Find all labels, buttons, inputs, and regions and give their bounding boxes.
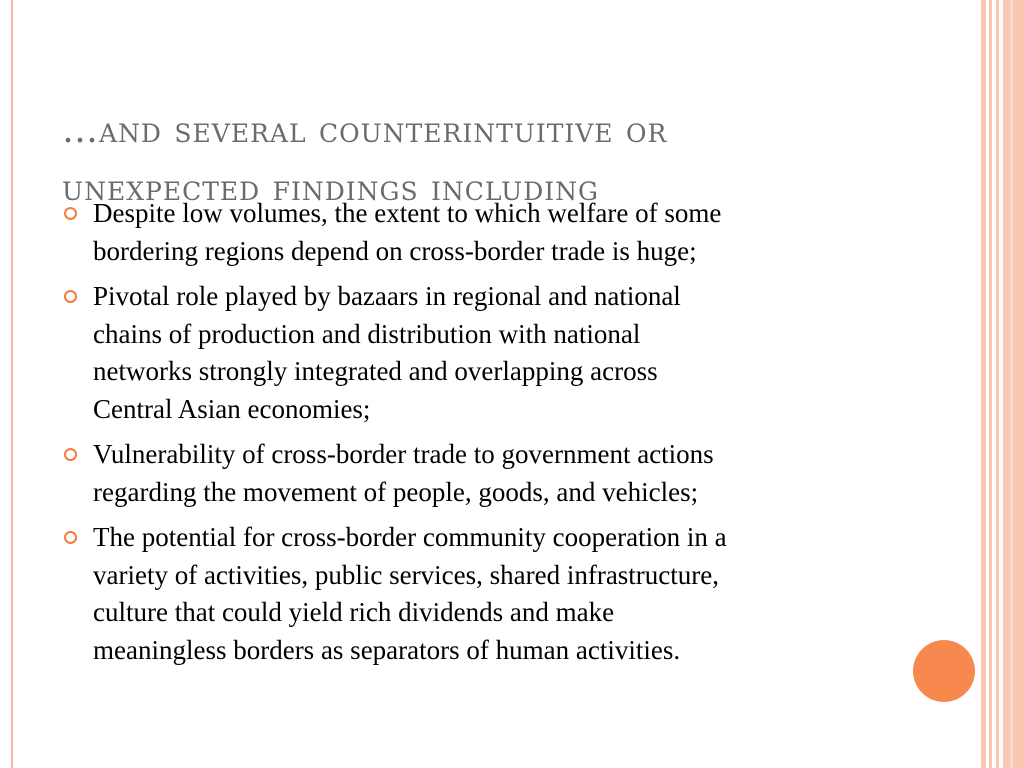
title-line: unexpected findings including <box>62 168 599 210</box>
bullet-line: Central Asian economies; <box>93 393 371 424</box>
decorative-stripe <box>996 0 999 768</box>
decorative-stripe <box>1003 0 1024 768</box>
bullet-item <box>62 278 942 428</box>
title-line: …and several counterintuitive or <box>62 110 668 152</box>
bullet-line: bordering regions depend on cross-border trade is huge; <box>93 235 697 266</box>
bullet-line: chains of production and distribution with national <box>93 318 641 349</box>
bullet-circle-icon <box>64 448 77 461</box>
bullet-text <box>93 519 942 669</box>
bullet-line: culture that could yield rich dividends and make <box>93 597 615 627</box>
bullet-list <box>62 195 942 677</box>
bullet-item <box>62 519 942 669</box>
bullet-circle-icon <box>64 290 77 303</box>
bullet-line: The potential for cross-border community cooperation in a <box>93 522 727 552</box>
bullet-text <box>93 195 942 270</box>
bullet-line: meaningless borders as separators of human activities. <box>93 634 681 665</box>
bullet-circle-icon <box>64 207 77 220</box>
bullet-line: variety of activities, public services, shared infrastructure, <box>93 559 720 590</box>
bullet-line: Despite low volumes, the extent to which welfare of some <box>93 198 722 228</box>
bullet-item <box>62 195 942 270</box>
decorative-stripe <box>981 0 986 768</box>
bullet-item <box>62 436 942 511</box>
bullet-circle-icon <box>64 531 77 544</box>
bullet-text <box>93 436 942 511</box>
bullet-text <box>93 278 942 428</box>
bullet-line: Pivotal role played by bazaars in regional and national <box>93 281 681 311</box>
left-frame-line <box>11 0 13 768</box>
decorative-circle-icon <box>913 640 975 702</box>
decorative-stripe <box>1010 0 1013 768</box>
decorative-stripe <box>989 0 992 768</box>
bullet-line: networks strongly integrated and overlapping across <box>93 356 658 386</box>
bullet-line: regarding the movement of people, goods, and vehicles; <box>93 476 699 507</box>
bullet-line: Vulnerability of cross-border trade to government actions <box>93 439 714 469</box>
